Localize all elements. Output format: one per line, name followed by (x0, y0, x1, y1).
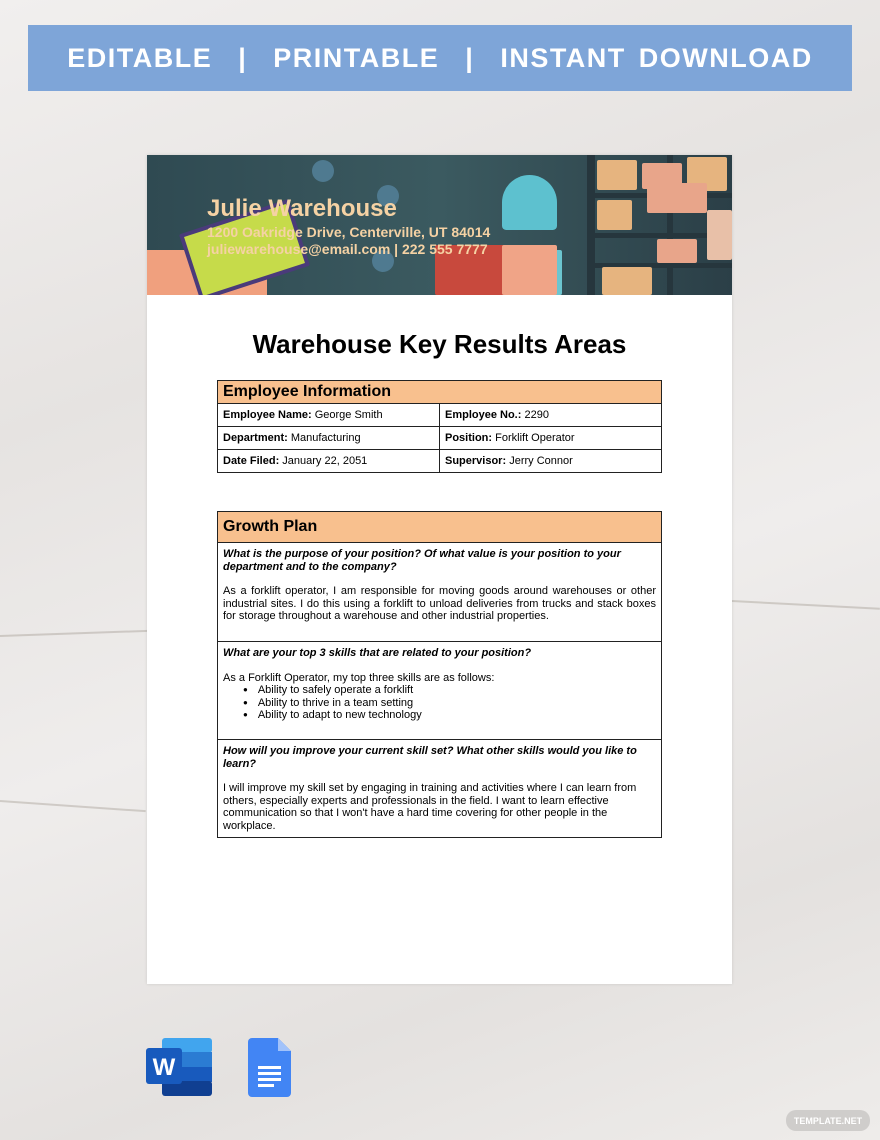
field-value: Forklift Operator (492, 432, 575, 444)
table-row (218, 450, 662, 473)
table-row (218, 404, 662, 427)
header-image (147, 155, 732, 295)
employee-info-table (217, 380, 662, 473)
field-value: 2290 (521, 409, 549, 421)
table-row (218, 427, 662, 450)
growth-plan-table (217, 511, 662, 838)
marble-vein (0, 800, 146, 812)
field-value: January 22, 2051 (279, 455, 368, 467)
skills-list (243, 684, 656, 722)
field-value: Manufacturing (287, 432, 361, 444)
question: What are your top 3 skills that are related to your position? (223, 647, 532, 659)
question: What is the purpose of your position? Of what value is your position to your department and to the company? (223, 548, 621, 573)
company-name: Julie Warehouse (207, 195, 397, 222)
promo-banner: EDITABLE | PRINTABLE | INSTANT DOWNLOAD (28, 25, 852, 91)
list-item: ● Ability to adapt to new technology (243, 709, 656, 722)
field-label: Department: (223, 432, 288, 444)
template-net-badge: TEMPLATE.NET (786, 1110, 870, 1131)
marble-vein (732, 600, 880, 610)
answer: As a forklift operator, I am responsible for moving goods around warehouses or other industrial sites. I do this using a forklift to unload deliveries from trucks and stack boxes for storage throughout a warehouse and other industrial properties. (223, 585, 656, 622)
company-contact: juliewarehouse@email.com | 222 555 7777 (207, 241, 488, 257)
google-docs-icon[interactable] (248, 1038, 291, 1097)
answer: As a Forklift Operator, my top three skills are as follows: (223, 671, 495, 684)
list-item: ● Ability to thrive in a team setting (243, 697, 656, 710)
company-address: 1200 Oakridge Drive, Centerville, UT 84014 (207, 224, 491, 240)
field-label: Employee Name: (223, 409, 312, 421)
field-label: Employee No.: (445, 409, 522, 421)
field-label: Position: (445, 432, 493, 444)
growth-plan-heading: Growth Plan (218, 512, 662, 543)
employee-info-heading: Employee Information (218, 381, 662, 404)
question: How will you improve your current skill set? What other skills would you like to learn? (223, 745, 637, 770)
document-page (147, 155, 732, 984)
list-item: ● Ability to safely operate a forklift (243, 684, 656, 697)
table-row (218, 543, 662, 642)
svg-text:W: W (152, 1054, 176, 1081)
field-value: Jerry Connor (506, 455, 573, 467)
document-title: Warehouse Key Results Areas (252, 329, 627, 359)
table-row (218, 740, 662, 838)
microsoft-word-icon[interactable] (146, 1038, 212, 1096)
field-value: George Smith (311, 409, 383, 421)
field-label: Supervisor: (445, 455, 507, 467)
field-label: Date Filed: (223, 455, 280, 467)
table-row (218, 642, 662, 740)
answer: I will improve my skill set by engaging in training and activities where I can learn from others, especially experts and professionals in the field. I want to learn effective communication so that I won't have a hard time covering for other people in the workplace. (223, 782, 637, 832)
